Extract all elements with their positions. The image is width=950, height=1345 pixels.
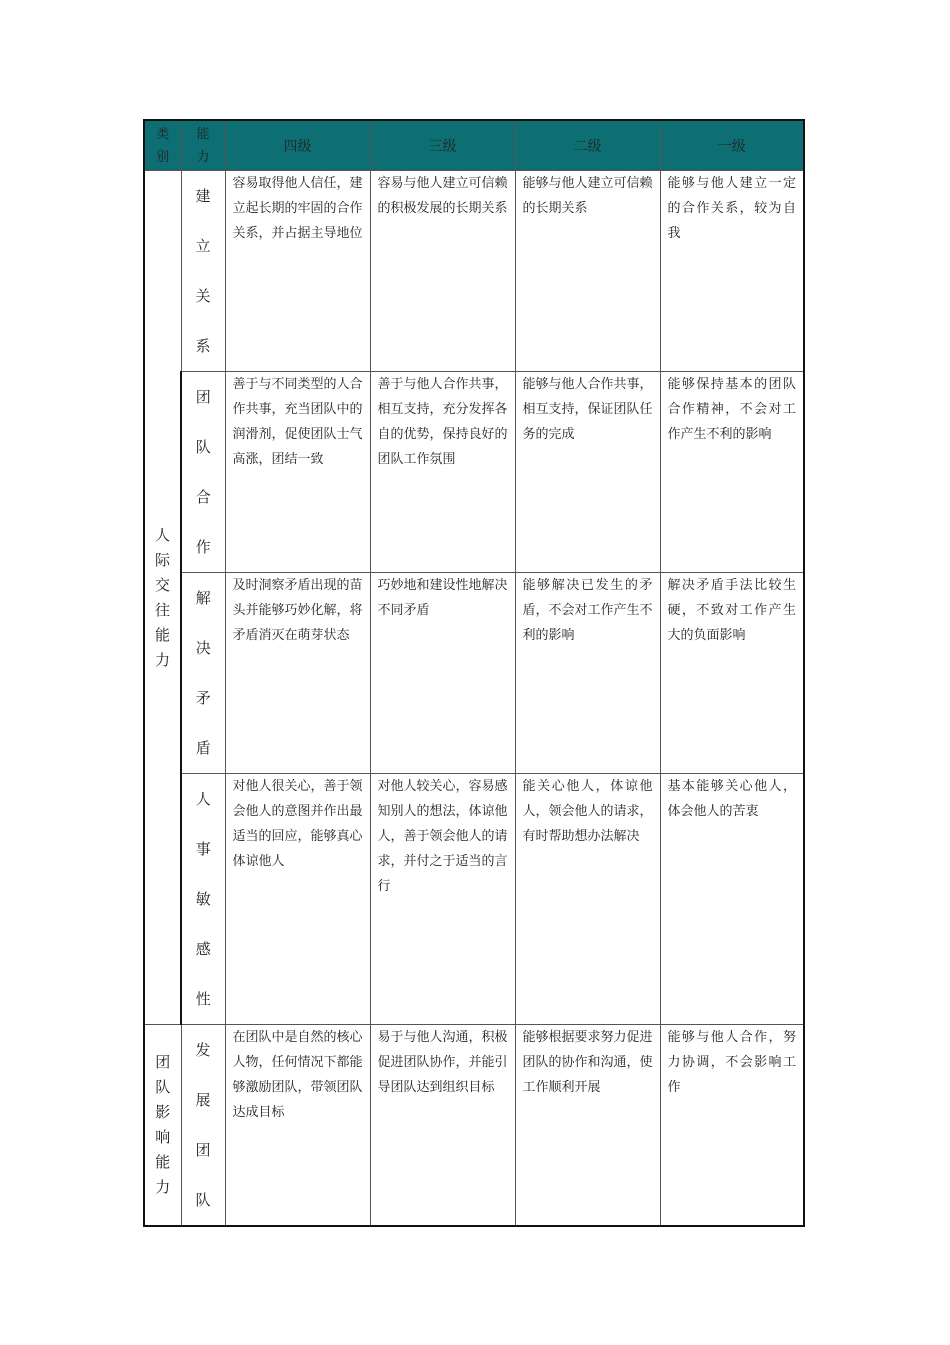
cell-level-4: 容易取得他人信任，建立起长期的牢固的合作关系，并占据主导地位: [225, 171, 370, 372]
cell-level-4: 在团队中是自然的核心人物，任何情况下都能够激励团队，带领团队达成目标: [225, 1025, 370, 1227]
cell-level-4: 及时洞察矛盾出现的苗头并能够巧妙化解，将矛盾消灭在萌芽状态: [225, 573, 370, 774]
header-row: [144, 120, 804, 171]
cell-level-1: 解决矛盾手法比较生硬，不致对工作产生大的负面影响: [660, 573, 804, 774]
table-row: [144, 573, 804, 774]
cell-level-4: 对他人很关心，善于领会他人的意图并作出最适当的回应，能够真心体谅他人: [225, 774, 370, 1025]
header-level-2: 二级: [515, 120, 660, 171]
header-category: 类 别: [144, 120, 181, 171]
cell-level-3: 巧妙地和建设性地解决不同矛盾: [370, 573, 515, 774]
cell-level-3: 善于与他人合作共事，相互支持，充分发挥各自的优势，保持良好的团队工作氛围: [370, 372, 515, 573]
ability-name: 人 事 敏 感 性: [181, 774, 225, 1025]
table-row: [144, 1025, 804, 1227]
ability-name: 发 展 团 队: [181, 1025, 225, 1227]
header-level-3: 三级: [370, 120, 515, 171]
cell-level-4: 善于与不同类型的人合作共事，充当团队中的润滑剂，促使团队士气高涨，团结一致: [225, 372, 370, 573]
table-row: [144, 171, 804, 372]
header-level-4: 四级: [225, 120, 370, 171]
cell-level-2: 能关心他人，体谅他人，领会他人的请求，有时帮助想办法解决: [515, 774, 660, 1025]
table-row: [144, 372, 804, 573]
header-ability: 能 力: [181, 120, 225, 171]
ability-name: 建 立 关 系: [181, 171, 225, 372]
cell-level-3: 容易与他人建立可信赖的积极发展的长期关系: [370, 171, 515, 372]
cell-level-2: 能够与他人合作共事，相互支持，保证团队任务的完成: [515, 372, 660, 573]
cell-level-1: 能够与他人合作，努力协调，不会影响工作: [660, 1025, 804, 1227]
cell-level-1: 能够与他人建立一定的合作关系，较为自我: [660, 171, 804, 372]
table-row: [144, 774, 804, 1025]
cell-level-2: 能够与他人建立可信赖的长期关系: [515, 171, 660, 372]
category-interpersonal: 人 际 交 往 能 力: [144, 171, 181, 1025]
header-level-1: 一级: [660, 120, 804, 171]
competency-table: [143, 119, 805, 1227]
ability-name: 团 队 合 作: [181, 372, 225, 573]
cell-level-3: 对他人较关心，容易感知别人的想法，体谅他人，善于领会他人的请求，并付之于适当的言行: [370, 774, 515, 1025]
cell-level-1: 基本能够关心他人，体会他人的苦衷: [660, 774, 804, 1025]
cell-level-1: 能够保持基本的团队合作精神，不会对工作产生不利的影响: [660, 372, 804, 573]
ability-name: 解 决 矛 盾: [181, 573, 225, 774]
cell-level-2: 能够根据要求努力促进团队的协作和沟通，使工作顺利开展: [515, 1025, 660, 1227]
category-team-influence: 团 队 影 响 能 力: [144, 1025, 181, 1227]
cell-level-2: 能够解决已发生的矛盾，不会对工作产生不利的影响: [515, 573, 660, 774]
cell-level-3: 易于与他人沟通，积极促进团队协作，并能引导团队达到组织目标: [370, 1025, 515, 1227]
